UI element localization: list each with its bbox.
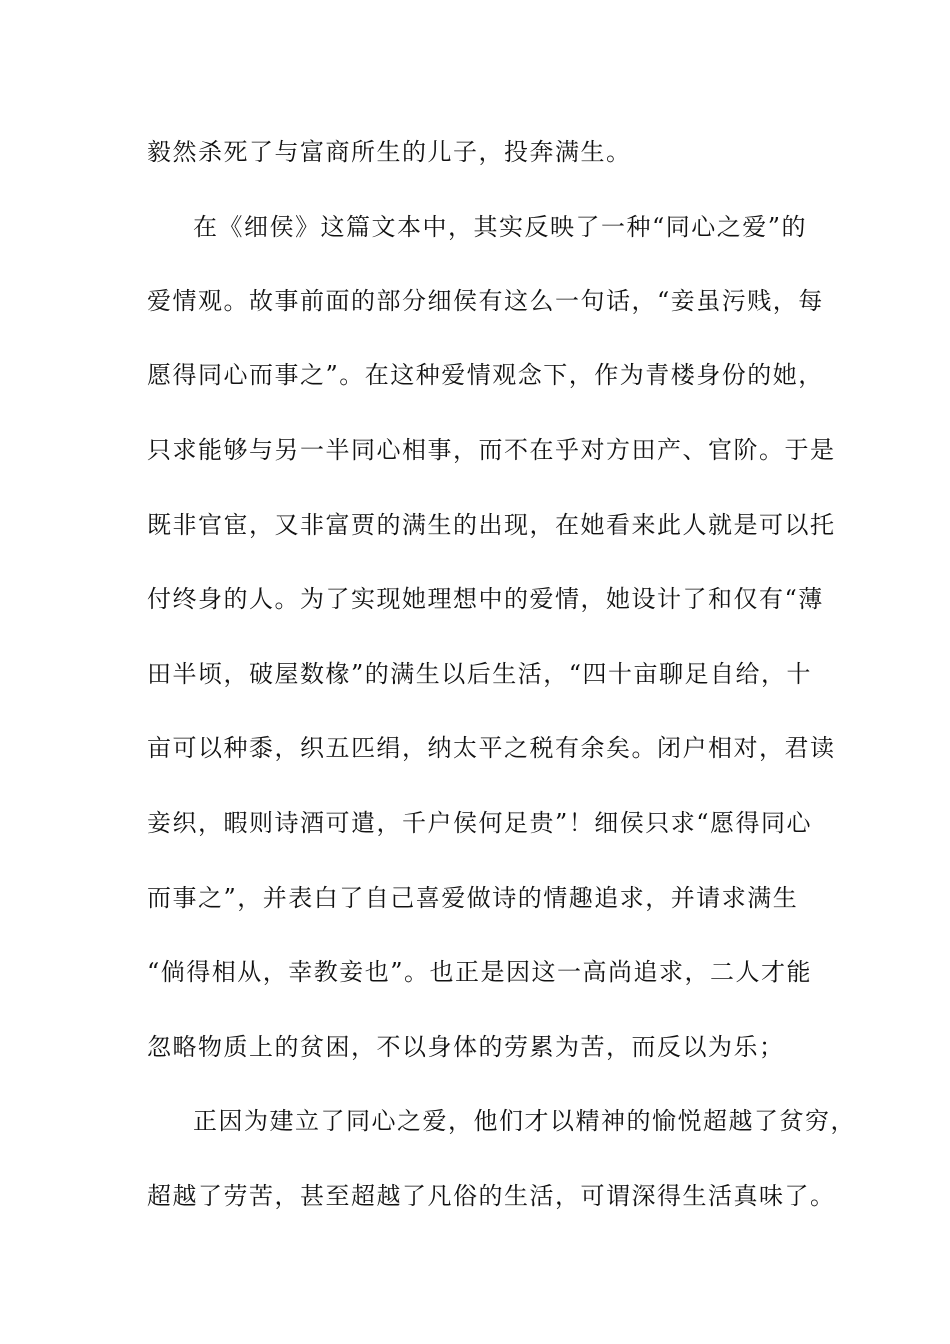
text-line-1: 毅然杀死了与富商所生的儿子，投奔满生。 xyxy=(147,138,632,166)
text-line-9: 亩可以种黍，织五匹绢，纳太平之税有余矣。闭户相对，君读 xyxy=(147,734,836,762)
text-line-10: 妾织，暇则诗酒可遣，千户侯何足贵”！细侯只求“愿得同心 xyxy=(147,809,813,837)
paragraph-first-line: 在《细侯》这篇文本中，其实反映了一种“同心之爱”的 xyxy=(193,213,808,241)
paragraph-first-line: 正因为建立了同心之爱，他们才以精神的愉悦超越了贫穷， xyxy=(193,1107,856,1135)
text-line-7: 付终身的人。为了实现她理想中的爱情，她设计了和仅有“薄 xyxy=(147,585,824,613)
text-line-8: 田半顷，破屋数椽”的满生以后生活，“四十亩聊足自给，十 xyxy=(147,660,813,688)
text-line-12: “倘得相从，幸教妾也”。也正是因这一高尚追求，二人才能 xyxy=(147,958,813,986)
text-line-4: 愿得同心而事之”。在这种爱情观念下，作为青楼身份的她， xyxy=(147,361,824,389)
text-line-5: 只求能够与另一半同心相事，而不在乎对方田产、官阶。于是 xyxy=(147,436,836,464)
text-line-11: 而事之”，并表白了自己喜爱做诗的情趣追求，并请求满生 xyxy=(147,884,799,912)
text-line-13: 忽略物质上的贫困，不以身体的劳累为苦，而反以为乐； xyxy=(147,1033,785,1061)
text-line-6: 既非官宦，又非富贾的满生的出现，在她看来此人就是可以托 xyxy=(147,511,836,539)
text-line-3: 爱情观。故事前面的部分细侯有这么一句话，“妾虽污贱，每 xyxy=(147,287,824,315)
text-line-15: 超越了劳苦，甚至超越了凡俗的生活，可谓深得生活真味了。 xyxy=(147,1182,836,1210)
